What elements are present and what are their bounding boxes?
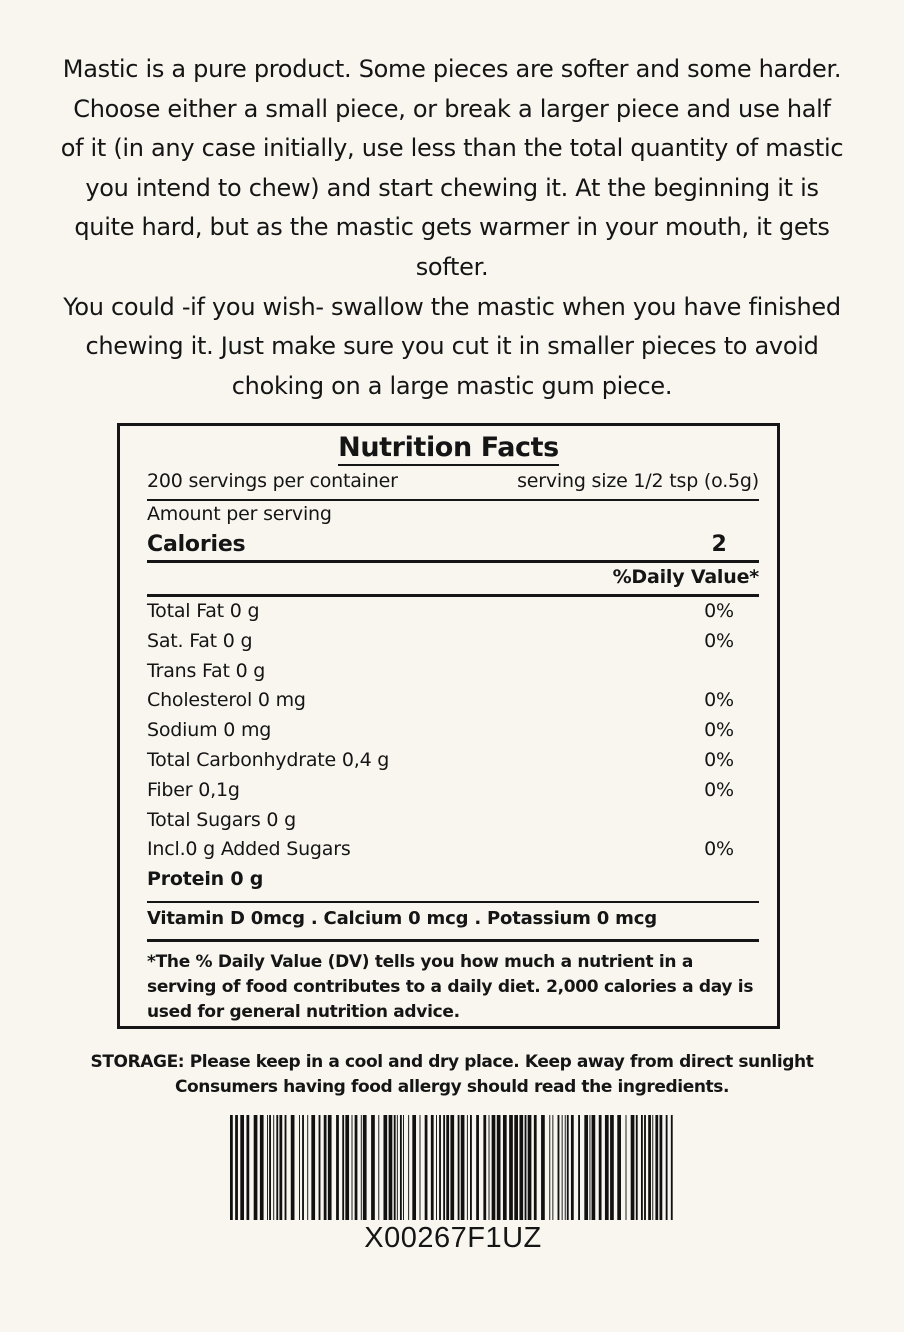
nutrient-label: Protein 0 g bbox=[147, 868, 264, 891]
barcode-bar bbox=[584, 1115, 588, 1220]
barcode-bar bbox=[345, 1115, 349, 1220]
barcode-bar bbox=[363, 1115, 367, 1220]
divider-thick bbox=[147, 939, 759, 942]
storage-line-1: STORAGE: Please keep in a cool and dry place. Keep away from direct sunlight bbox=[90, 1052, 814, 1072]
divider-thick bbox=[147, 560, 759, 563]
barcode-bar bbox=[470, 1115, 472, 1220]
amount-per-serving-label: Amount per serving bbox=[147, 503, 332, 525]
barcode-bar bbox=[420, 1115, 421, 1220]
barcode-bar bbox=[389, 1115, 393, 1220]
storage-instructions bbox=[40, 1050, 864, 1100]
barcode-bar bbox=[235, 1115, 238, 1220]
barcode-bar bbox=[514, 1115, 518, 1220]
barcode-bar bbox=[408, 1115, 409, 1220]
barcode-bar bbox=[279, 1115, 282, 1220]
barcode-bar bbox=[558, 1115, 560, 1220]
nutrient-daily-value: 0% bbox=[704, 719, 734, 742]
barcode-bar bbox=[549, 1115, 550, 1220]
barcode-bar bbox=[631, 1115, 635, 1220]
barcode-number: X00267F1UZ bbox=[364, 1222, 542, 1254]
barcode-bar bbox=[267, 1115, 268, 1220]
barcode-bar bbox=[439, 1115, 441, 1220]
barcode-bar bbox=[311, 1115, 315, 1220]
nutrient-label: Total Carbonhydrate 0,4 g bbox=[147, 749, 390, 771]
instructions-paragraph-2: You could -if you wish- swallow the mastic when you have finished chewing it. Just make sure you cut it in smaller pieces to avoid choking on a large mastic gum piece. bbox=[63, 292, 841, 400]
barcode-bar bbox=[599, 1115, 602, 1220]
barcode-bar bbox=[260, 1115, 264, 1220]
barcode-bar bbox=[610, 1115, 614, 1220]
barcode-bar bbox=[652, 1115, 653, 1220]
barcode-bar bbox=[269, 1115, 271, 1220]
nutrient-daily-value: 0% bbox=[704, 689, 734, 712]
barcode-bar bbox=[319, 1115, 321, 1220]
barcode-bar bbox=[519, 1115, 523, 1220]
barcode-bar bbox=[552, 1115, 553, 1220]
calories-value: 2 bbox=[711, 532, 727, 557]
barcode-bar bbox=[403, 1115, 404, 1220]
barcode-bar bbox=[450, 1115, 454, 1220]
serving-size: serving size 1/2 tsp (o.5g) bbox=[517, 470, 759, 492]
barcode-bar bbox=[446, 1115, 449, 1220]
nutrition-facts-panel bbox=[117, 423, 780, 1029]
barcode-bar bbox=[342, 1115, 344, 1220]
divider bbox=[147, 901, 759, 903]
nutrient-daily-value: 0% bbox=[704, 778, 734, 801]
nutrient-row bbox=[147, 630, 759, 652]
barcode-bar bbox=[461, 1115, 465, 1220]
daily-value-header: %Daily Value* bbox=[612, 566, 759, 588]
barcode-bar bbox=[328, 1115, 332, 1220]
barcode-bar bbox=[383, 1115, 387, 1220]
nutrient-label: Fiber 0,1g bbox=[147, 778, 240, 801]
barcode-bar bbox=[592, 1115, 596, 1220]
barcode-bar bbox=[291, 1115, 295, 1220]
nutrient-daily-value: 0% bbox=[704, 749, 734, 771]
barcode-bar bbox=[285, 1115, 287, 1220]
barcode-bar bbox=[302, 1115, 304, 1220]
barcode-bar bbox=[636, 1115, 638, 1220]
nutrient-daily-value bbox=[679, 809, 759, 831]
barcode-bar bbox=[254, 1115, 258, 1220]
barcode-bar bbox=[534, 1115, 537, 1220]
nutrient-daily-value: 0% bbox=[704, 838, 734, 861]
vitamins-row bbox=[147, 908, 759, 929]
servings-per-container: 200 servings per container bbox=[147, 470, 398, 492]
barcode-bar bbox=[324, 1115, 327, 1220]
nutrient-label: Sat. Fat 0 g bbox=[147, 629, 253, 652]
barcode-bar bbox=[443, 1115, 445, 1220]
barcode-bar bbox=[509, 1115, 513, 1220]
barcode-bar bbox=[617, 1115, 621, 1220]
nutrient-row bbox=[147, 660, 759, 682]
barcode-bar bbox=[525, 1115, 527, 1220]
barcode-bar bbox=[497, 1115, 501, 1220]
nutrient-daily-value: 0% bbox=[704, 600, 734, 622]
divider bbox=[147, 499, 759, 501]
barcode-bar bbox=[230, 1115, 233, 1220]
nutrient-row bbox=[147, 749, 759, 771]
barcode-image bbox=[230, 1115, 676, 1220]
barcode-bar bbox=[431, 1115, 434, 1220]
barcode-bar bbox=[589, 1115, 590, 1220]
nutrient-row bbox=[147, 779, 759, 801]
barcode-bar bbox=[565, 1115, 566, 1220]
nutrient-row bbox=[147, 838, 759, 860]
barcode-bar bbox=[541, 1115, 545, 1220]
nutrient-label: Trans Fat 0 g bbox=[147, 659, 266, 682]
barcode-bar bbox=[578, 1115, 580, 1220]
barcode-bar bbox=[467, 1115, 468, 1220]
barcode-bar bbox=[276, 1115, 278, 1220]
barcode-bar bbox=[361, 1115, 362, 1220]
servings-row bbox=[147, 470, 759, 492]
vitamins-minerals: Vitamin D 0mcg . Calcium 0 mcg . Potassium 0 mcg bbox=[147, 908, 657, 929]
nutrient-row bbox=[147, 719, 759, 741]
daily-value-header-row bbox=[147, 566, 759, 588]
barcode-bar bbox=[355, 1115, 358, 1220]
daily-value-footnote: *The % Daily Value (DV) tells you how much a nutrient in a serving of food contributes to a daily diet. 2,000 calories a day is used for general nutrition advice. bbox=[147, 952, 754, 1022]
barcode-bar bbox=[648, 1115, 651, 1220]
divider-thick bbox=[147, 594, 759, 597]
barcode-bar bbox=[605, 1115, 609, 1220]
barcode-bar bbox=[425, 1115, 428, 1220]
nutrition-facts-title: Nutrition Facts bbox=[338, 432, 559, 466]
barcode-bar bbox=[666, 1115, 668, 1220]
amount-per-serving-row bbox=[147, 503, 759, 525]
nutrient-label: Cholesterol 0 mg bbox=[147, 689, 306, 712]
barcode-bar bbox=[503, 1115, 507, 1220]
barcode-bar bbox=[626, 1115, 627, 1220]
barcode-bar bbox=[352, 1115, 353, 1220]
barcode-bar bbox=[299, 1115, 300, 1220]
barcode-bar bbox=[567, 1115, 569, 1220]
nutrient-label: Total Sugars 0 g bbox=[147, 808, 296, 831]
barcode-bar bbox=[476, 1115, 479, 1220]
nutrient-label: Incl.0 g Added Sugars bbox=[147, 838, 351, 861]
nutrient-row bbox=[147, 809, 759, 831]
barcode-bar bbox=[492, 1115, 496, 1220]
barcode-bar bbox=[458, 1115, 460, 1220]
barcode-bar bbox=[412, 1115, 416, 1220]
nutrient-row bbox=[147, 868, 759, 890]
nutrient-daily-value bbox=[679, 868, 759, 890]
barcode-bar bbox=[489, 1115, 490, 1220]
barcode-bar bbox=[246, 1115, 249, 1220]
nutrient-row bbox=[147, 689, 759, 711]
barcode-bar bbox=[273, 1115, 274, 1220]
barcode-bar bbox=[371, 1115, 375, 1220]
nutrient-daily-value: 0% bbox=[704, 629, 734, 652]
barcode-bar bbox=[655, 1115, 658, 1220]
calories-label: Calories bbox=[147, 532, 246, 557]
barcode-bar bbox=[400, 1115, 402, 1220]
barcode-bar bbox=[483, 1115, 486, 1220]
barcode-bar bbox=[240, 1115, 244, 1220]
barcode-bar bbox=[671, 1115, 673, 1220]
barcode-bar bbox=[644, 1115, 646, 1220]
nutrient-row bbox=[147, 600, 759, 622]
storage-line-2: Consumers having food allergy should read the ingredients. bbox=[174, 1077, 730, 1097]
barcode-bar bbox=[641, 1115, 643, 1220]
barcode-bar bbox=[397, 1115, 398, 1220]
barcode-bar bbox=[562, 1115, 563, 1220]
instructions-paragraph-1: Mastic is a pure product. Some pieces are softer and some harder. Choose either a small piece, or break a larger piece and use half of it (in any case initially, use less than the total quantity of mastic you intend to chew) and start chewing it. At the beginning it is quite hard, but as the mastic gets warmer in your mouth, it gets softer. bbox=[60, 55, 844, 281]
barcode-bar bbox=[394, 1115, 396, 1220]
barcode-bar bbox=[528, 1115, 532, 1220]
barcode-bar bbox=[571, 1115, 574, 1220]
barcode-bar bbox=[307, 1115, 308, 1220]
nutrient-label: Total Fat 0 g bbox=[147, 600, 260, 622]
barcode-bar bbox=[436, 1115, 437, 1220]
barcode-bar bbox=[660, 1115, 663, 1220]
nutrient-label: Sodium 0 mg bbox=[147, 719, 272, 742]
barcode-bar bbox=[336, 1115, 339, 1220]
nutrient-daily-value bbox=[679, 660, 759, 682]
instructions-text bbox=[60, 50, 844, 406]
barcode-bar bbox=[378, 1115, 379, 1220]
calories-row bbox=[147, 532, 759, 557]
